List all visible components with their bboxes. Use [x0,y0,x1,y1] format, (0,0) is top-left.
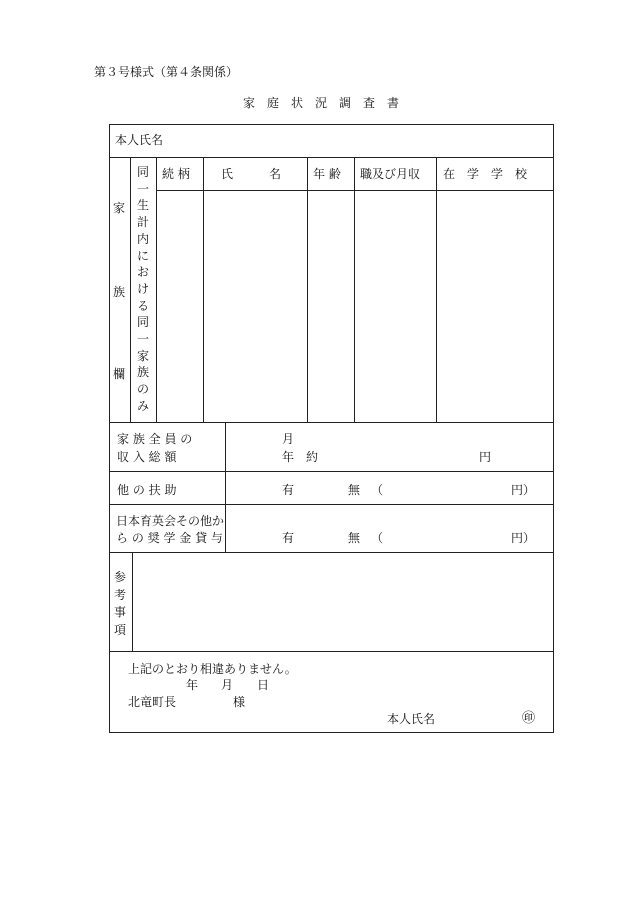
remarks-field[interactable] [134,554,552,650]
family-sublabel-char: 族 [136,365,149,380]
date-day-label: 日 [257,678,270,692]
family-sublabel-char: 生 [136,198,149,213]
other-support-amount-field[interactable] [392,476,504,498]
scholarship-label-line2: ら の 奨 学 金 貸 与 [116,531,223,545]
other-support-paren-open: （ [371,483,384,497]
family-sublabel-char: る [136,298,149,313]
family-sublabel-char: 同 [136,315,149,330]
document-title: 家 庭 状 況 調 査 書 [243,96,400,110]
signer-name-label: 本人氏名 [387,712,436,726]
family-sublabel-char: の [136,382,149,397]
remarks-label-char-1: 参 [114,570,127,584]
family-name-cell[interactable] [204,191,306,421]
family-relationship-cell[interactable] [157,191,202,421]
seal-mark-icon: ㊞ [522,711,536,726]
date-month-label: 月 [221,678,234,692]
other-support-label: 他 の 扶 助 [117,483,177,497]
remarks-label-char-2: 考 [114,588,127,602]
applicant-name-field[interactable] [170,126,550,156]
family-sublabel-char: 一 [136,332,149,347]
scholarship-amount-field[interactable] [392,524,504,546]
addressee-label: 北竜町長 [128,695,177,709]
declaration-statement: 上記のとおり相違ありません。 [128,662,297,676]
family-sublabel-char: 計 [136,215,149,230]
income-label-line2: 収 入 総 額 [117,450,177,464]
income-annual-label: 年 約 [282,450,319,464]
family-sublabel-char: 内 [136,231,149,246]
family-sublabel-char: に [136,248,149,263]
income-amount-field[interactable] [330,426,470,468]
addressee-honorific: 様 [233,695,246,709]
family-label-char-2: 族 [113,285,126,299]
family-occupation-cell[interactable] [355,191,435,421]
column-name: 氏 名 [221,167,282,181]
other-support-yen: 円） [511,483,536,497]
scholarship-yes[interactable]: 有 [282,531,295,545]
family-sublabel [133,166,153,412]
form-number: 第３号様式（第４条関係） [94,65,239,79]
family-sublabel-char: 家 [136,348,149,363]
signer-name-field[interactable] [440,708,515,726]
family-label-char-3: 欄 [113,367,126,381]
applicant-name-label: 本人氏名 [115,133,164,147]
family-sublabel-char: お [136,265,149,280]
other-support-no[interactable]: 無 [348,483,361,497]
income-label-line1: 家 族 全 員 の [117,432,193,446]
remarks-label-char-4: 項 [114,623,127,637]
scholarship-paren-open: （ [371,531,384,545]
scholarship-label-line1: 日本育英会その他か [116,514,225,528]
family-sublabel-char: け [136,281,149,296]
family-sublabel-char: み [136,398,149,413]
income-yen-label: 円 [479,450,492,464]
date-year-label: 年 [186,678,199,692]
remarks-label-char-3: 事 [114,605,127,619]
column-age: 年 齢 [313,167,341,181]
family-sublabel-char: 同 [136,165,149,179]
scholarship-yen: 円） [511,531,536,545]
family-label-char-1: 家 [113,201,126,215]
income-monthly-label: 月 [282,432,295,446]
column-occupation-income: 職及び月収 [360,167,421,181]
family-sublabel-char: 一 [136,181,149,196]
column-relationship: 続 柄 [162,167,190,181]
family-school-cell[interactable] [437,191,552,421]
other-support-yes[interactable]: 有 [282,483,295,497]
column-school: 在 学 学 校 [443,167,528,181]
scholarship-no[interactable]: 無 [348,531,361,545]
family-age-cell[interactable] [308,191,353,421]
